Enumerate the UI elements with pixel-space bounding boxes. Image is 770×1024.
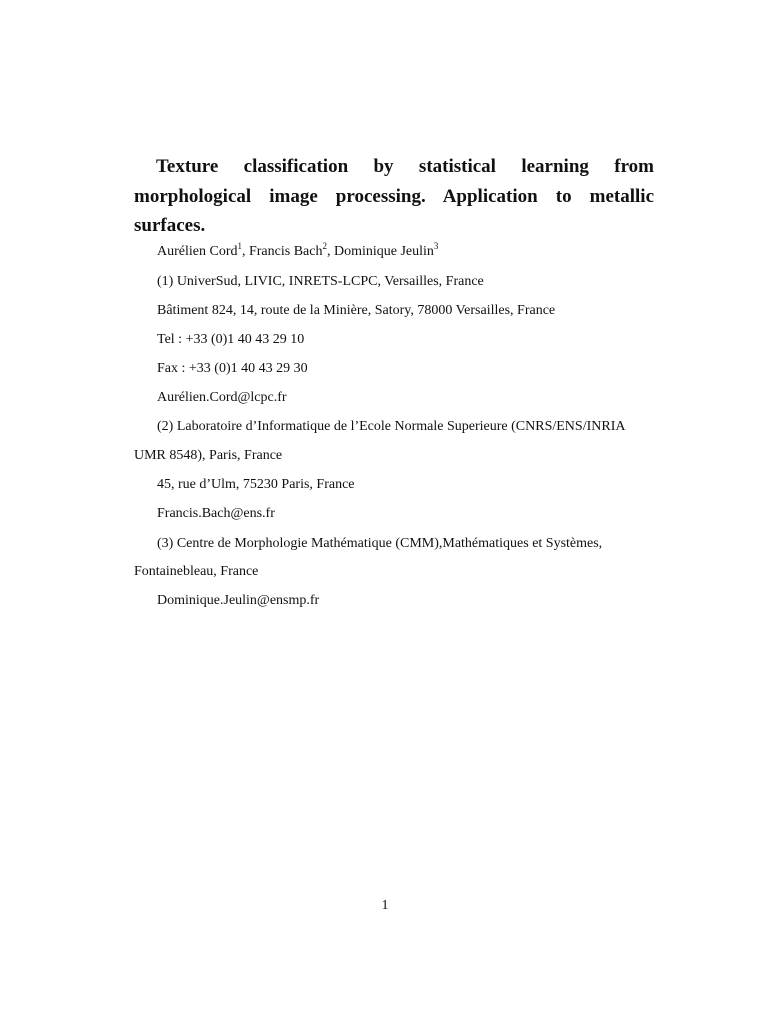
author-name: Aurélien Cord (157, 244, 238, 259)
affiliation-3-name: (3) Centre de Morphologie Mathématique (CMM),Mathématiques et Systèmes, (157, 536, 603, 551)
affiliation-1-email: Aurélien.Cord@lcpc.fr (157, 390, 287, 405)
affiliation-2-email: Francis.Bach@ens.fr (157, 506, 275, 521)
affiliation-1-fax: Fax : +33 (0)1 40 43 29 30 (157, 361, 308, 376)
author-affiliation-mark: 3 (433, 241, 439, 251)
author-affiliation-mark: 2 (322, 241, 327, 251)
paper-title: Texture classification by statistical learning from morphological image processing. Application to metallic surfaces. (134, 156, 654, 236)
author-name: , Dominique Jeulin (326, 244, 434, 259)
affiliation-1-name: (1) UniverSud, LIVIC, INRETS-LCPC, Versailles, France (157, 274, 484, 289)
affiliation-3-email: Dominique.Jeulin@ensmp.fr (157, 593, 320, 608)
affiliation-3-name-cont: Fontainebleau, France (134, 564, 259, 579)
author-affiliation-mark: 1 (237, 241, 242, 251)
affiliation-2-address: 45, rue d’Ulm, 75230 Paris, France (157, 477, 355, 492)
affiliation-1-address: Bâtiment 824, 14, route de la Minière, Satory, 78000 Versailles, France (157, 303, 556, 318)
author-name: , Francis Bach (241, 244, 323, 259)
author-line (157, 241, 439, 260)
affiliation-2-name-cont: UMR 8548), Paris, France (134, 448, 283, 463)
affiliation-2-name: (2) Laboratoire d’Informatique de l’Ecole Normale Superieure (CNRS/ENS/INRIA (157, 419, 626, 434)
page-number: 1 (381, 898, 389, 913)
affiliation-1-tel: Tel : +33 (0)1 40 43 29 10 (157, 332, 305, 347)
